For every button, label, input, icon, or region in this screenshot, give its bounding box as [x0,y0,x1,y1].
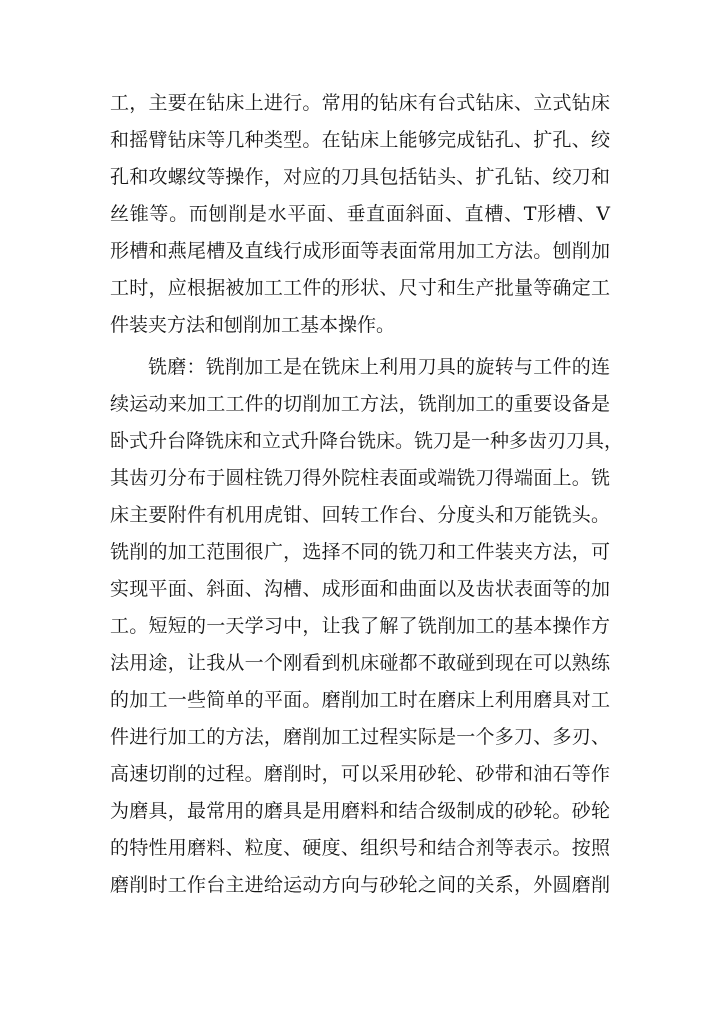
text-line-5: 形槽和燕尾槽及直线行成形面等表面常用加工方法。刨削加 [110,240,610,262]
paragraph-start-line: 铣磨：铣削加工是在铣床上利用刀具的旋转与工件的连 [148,356,610,378]
text-line-7: 件装夹方法和刨削加工基本操作。 [110,314,396,336]
text-line-10: 卧式升台降铣床和立式升降台铣床。铣刀是一种多齿刃刀具， [110,430,624,452]
text-line-22: 磨削时工作台主进给运动方向与砂轮之间的关系，外圆磨削 [110,874,610,896]
text-line-11: 其齿刃分布于圆柱铣刀得外院柱表面或端铣刀得端面上。铣 [110,467,610,489]
text-line-19: 高速切削的过程。磨削时，可以采用砂轮、砂带和油石等作 [110,763,610,785]
text-line-3: 孔和攻螺纹等操作，对应的刀具包括钻头、扩孔钻、绞刀和 [110,166,610,188]
text-line-14: 实现平面、斜面、沟槽、成形面和曲面以及齿状表面等的加 [110,578,610,600]
text-line-13: 铣削的加工范围很广，选择不同的铣刀和工件装夹方法，可 [110,541,610,563]
text-line-16: 法用途，让我从一个刚看到机床碰都不敢碰到现在可以熟练 [110,652,610,674]
text-line-17: 的加工一些简单的平面。磨削加工时在磨床上利用磨具对工 [110,689,610,711]
text-line-6: 工时，应根据被加工工件的形状、尺寸和生产批量等确定工 [110,277,610,299]
text-line-9: 续运动来加工工件的切削加工方法，铣削加工的重要设备是 [110,393,610,415]
text-line-20: 为磨具，最常用的磨具是用磨料和结合级制成的砂轮。砂轮 [110,800,610,822]
text-line-12: 床主要附件有机用虎钳、回转工作台、分度头和万能铣头。 [110,504,610,526]
text-line-18: 件进行加工的方法，磨削加工过程实际是一个多刀、多刃、 [110,726,610,748]
text-line-1: 工，主要在钻床上进行。常用的钻床有台式钻床、立式钻床 [110,92,610,114]
text-line-4: 丝锥等。而刨削是水平面、垂直面斜面、直槽、T形槽、V [110,203,610,225]
text-line-2: 和摇臂钻床等几种类型。在钻床上能够完成钻孔、扩孔、绞 [110,129,610,151]
text-line-15: 工。短短的一天学习中，让我了解了铣削加工的基本操作方 [110,615,610,637]
text-line-21: 的特性用磨料、粒度、硬度、组织号和结合剂等表示。按照 [110,837,610,859]
